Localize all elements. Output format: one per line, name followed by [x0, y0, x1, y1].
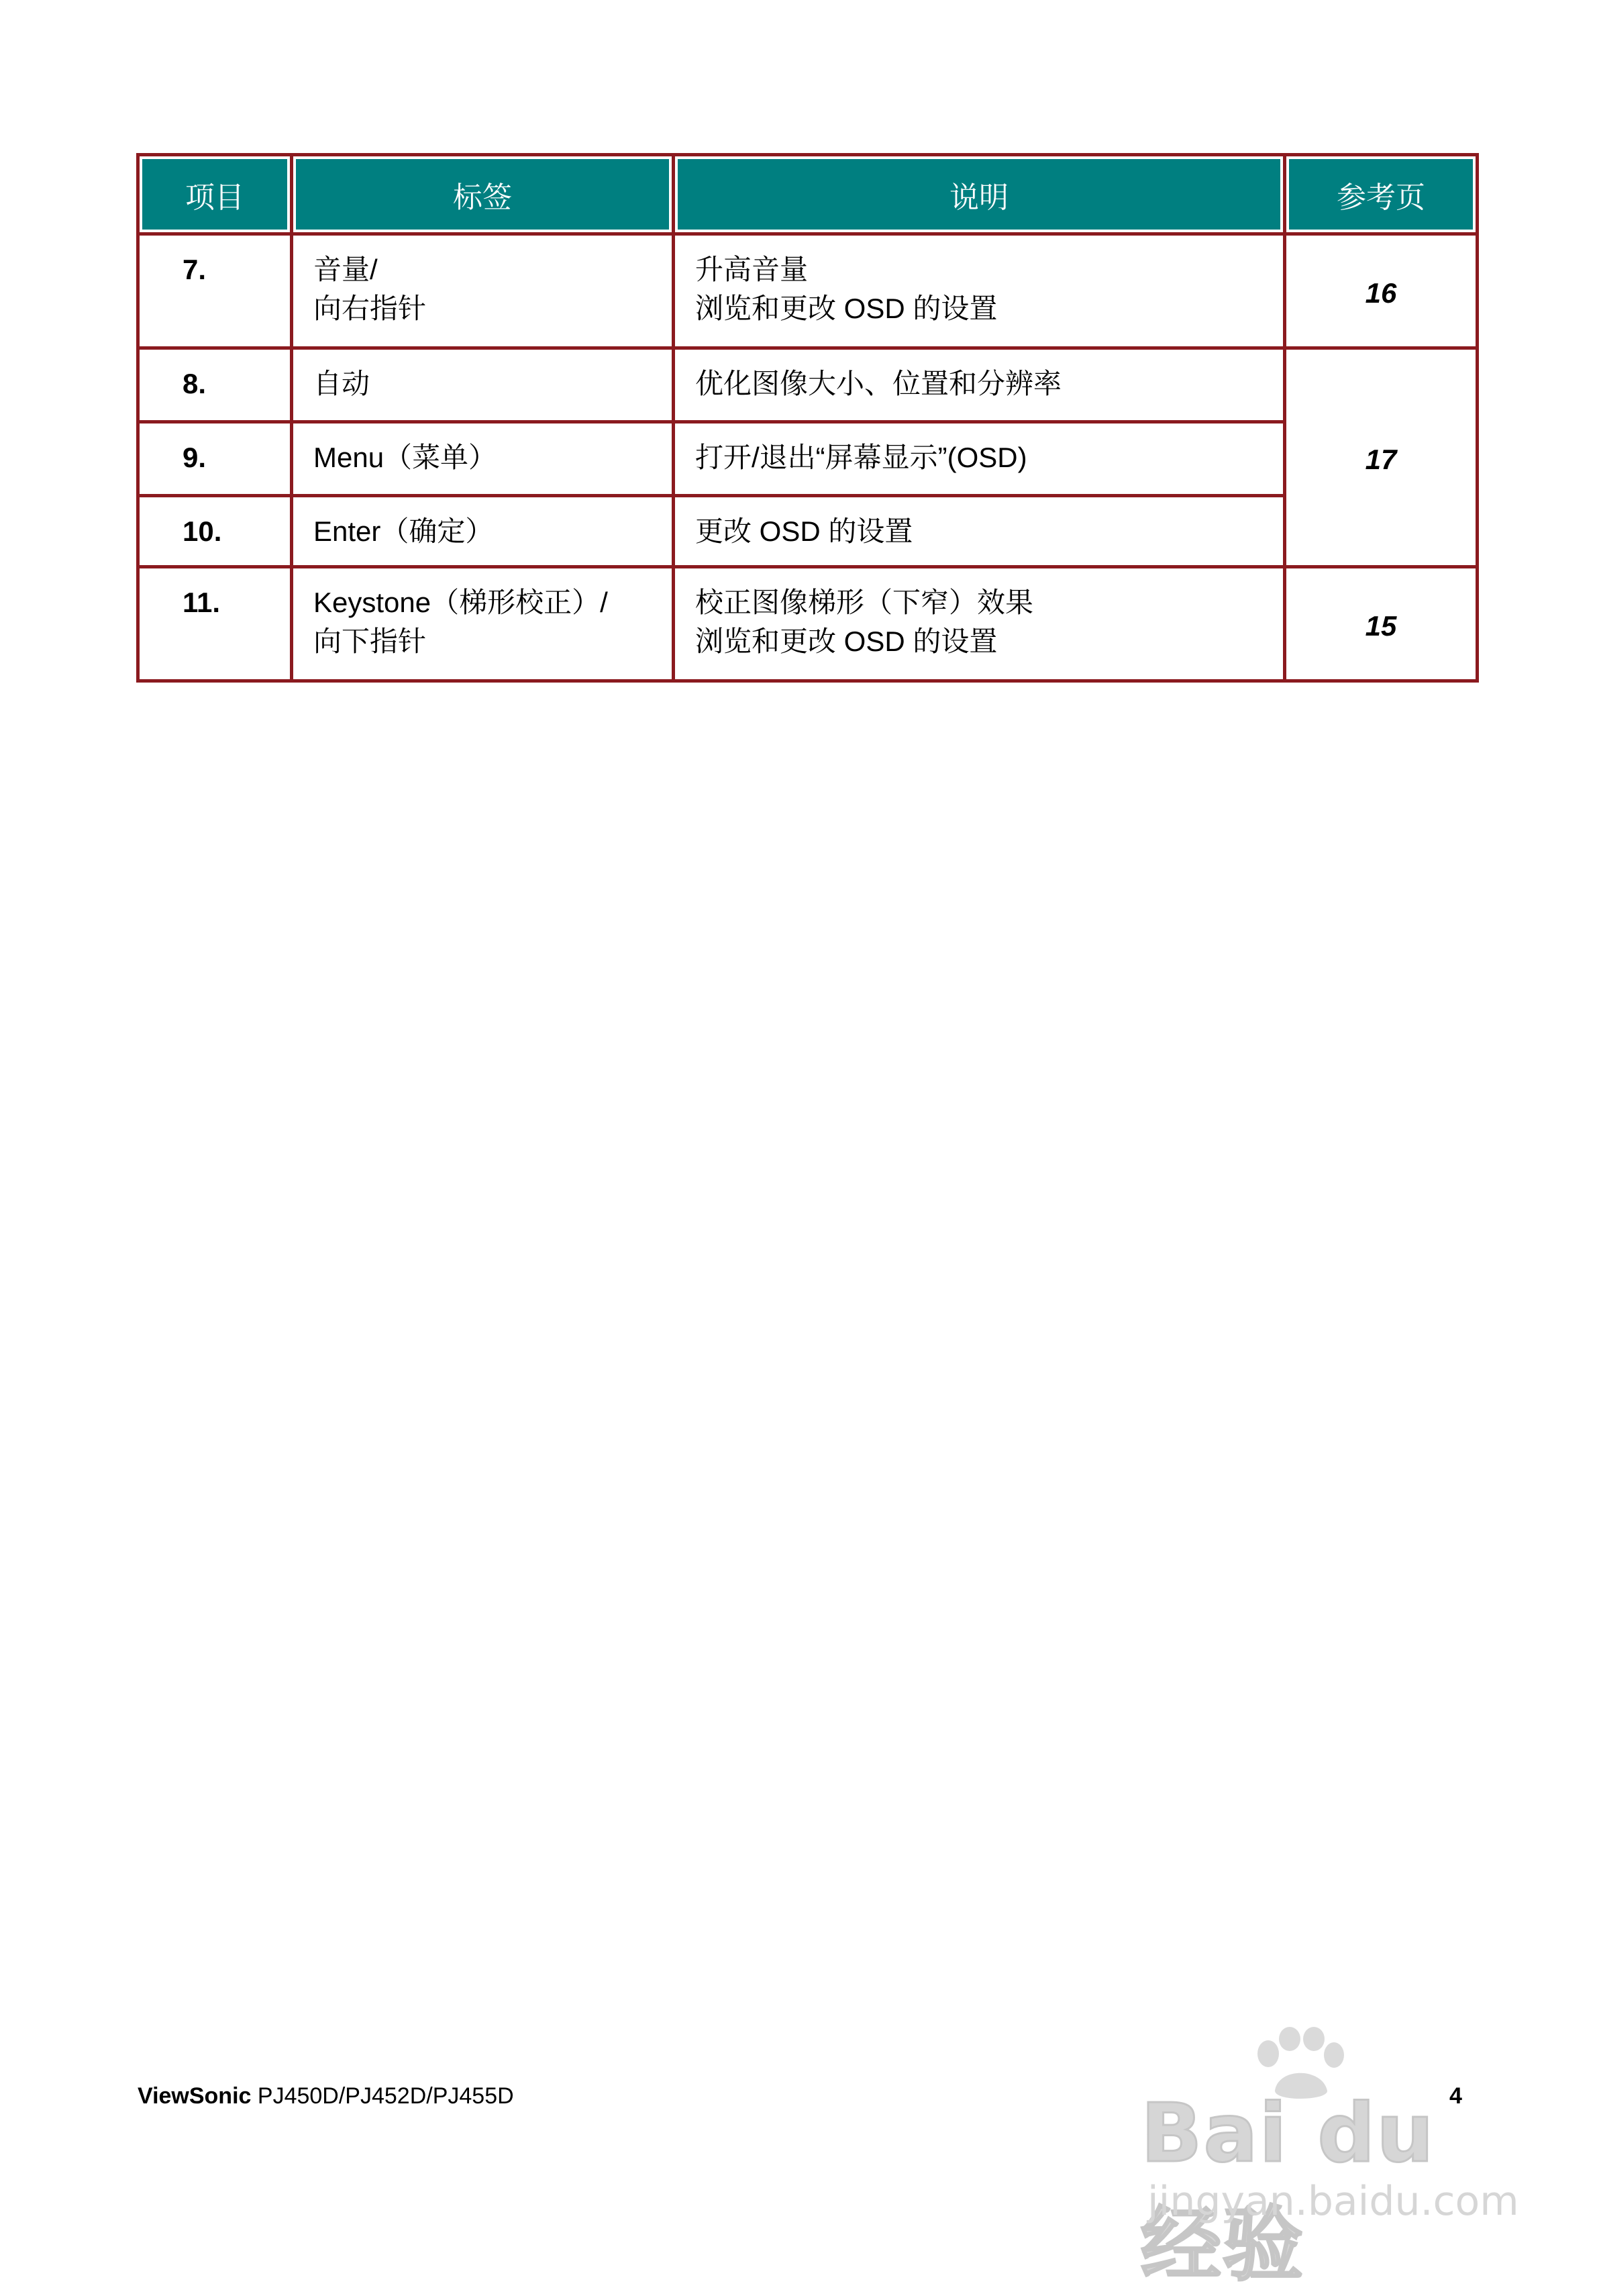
label-line: Keystone（梯形校正）/	[313, 587, 608, 618]
item-description: 打开/退出“屏幕显示”(OSD)	[674, 422, 1285, 496]
item-number: 8.	[138, 348, 292, 422]
item-number: 7.	[138, 234, 292, 348]
item-label	[292, 567, 674, 681]
page-number: 4	[1449, 2083, 1462, 2109]
table-row	[138, 234, 1478, 348]
item-label	[292, 234, 674, 348]
footer-product	[138, 2083, 514, 2109]
item-number: 10.	[138, 496, 292, 567]
reference-table	[136, 153, 1479, 683]
label-line: 向下指针	[313, 626, 427, 657]
item-label: Enter（确定）	[292, 496, 674, 567]
header-reference-page: 参考页	[1285, 155, 1478, 234]
table-body	[138, 234, 1478, 681]
header-item: 项目	[138, 155, 292, 234]
item-description	[674, 567, 1285, 681]
header-label: 标签	[292, 155, 674, 234]
item-label: 自动	[292, 348, 674, 422]
table-header	[138, 155, 1478, 234]
table-row	[138, 422, 1478, 496]
item-description	[674, 234, 1285, 348]
reference-page: 15	[1285, 567, 1478, 681]
table-row	[138, 567, 1478, 681]
table-row	[138, 496, 1478, 567]
item-label: Menu（菜单）	[292, 422, 674, 496]
watermark-url: jingyan.baidu.com	[1147, 2178, 1519, 2225]
baidu-watermark	[1134, 2027, 1519, 2292]
item-description: 更改 OSD 的设置	[674, 496, 1285, 567]
label-line: 向右指针	[313, 293, 427, 324]
table-row	[138, 348, 1478, 422]
description-line: 浏览和更改 OSD 的设置	[695, 293, 998, 324]
footer-brand: ViewSonic	[138, 2083, 252, 2109]
description-line: 升高音量	[695, 254, 809, 285]
description-line: 校正图像梯形（下窄）效果	[695, 587, 1034, 618]
footer-models: PJ450D/PJ452D/PJ455D	[257, 2083, 514, 2109]
header-description: 说明	[674, 155, 1285, 234]
reference-page: 17	[1285, 348, 1478, 567]
description-line: 浏览和更改 OSD 的设置	[695, 626, 998, 657]
label-line: 音量/	[313, 254, 378, 285]
item-description: 优化图像大小、位置和分辨率	[674, 348, 1285, 422]
reference-page: 16	[1285, 234, 1478, 348]
watermark-logo: Bai du 经验	[1141, 2087, 1435, 2292]
item-number: 11.	[138, 567, 292, 681]
header-row	[138, 155, 1478, 234]
item-number: 9.	[138, 422, 292, 496]
